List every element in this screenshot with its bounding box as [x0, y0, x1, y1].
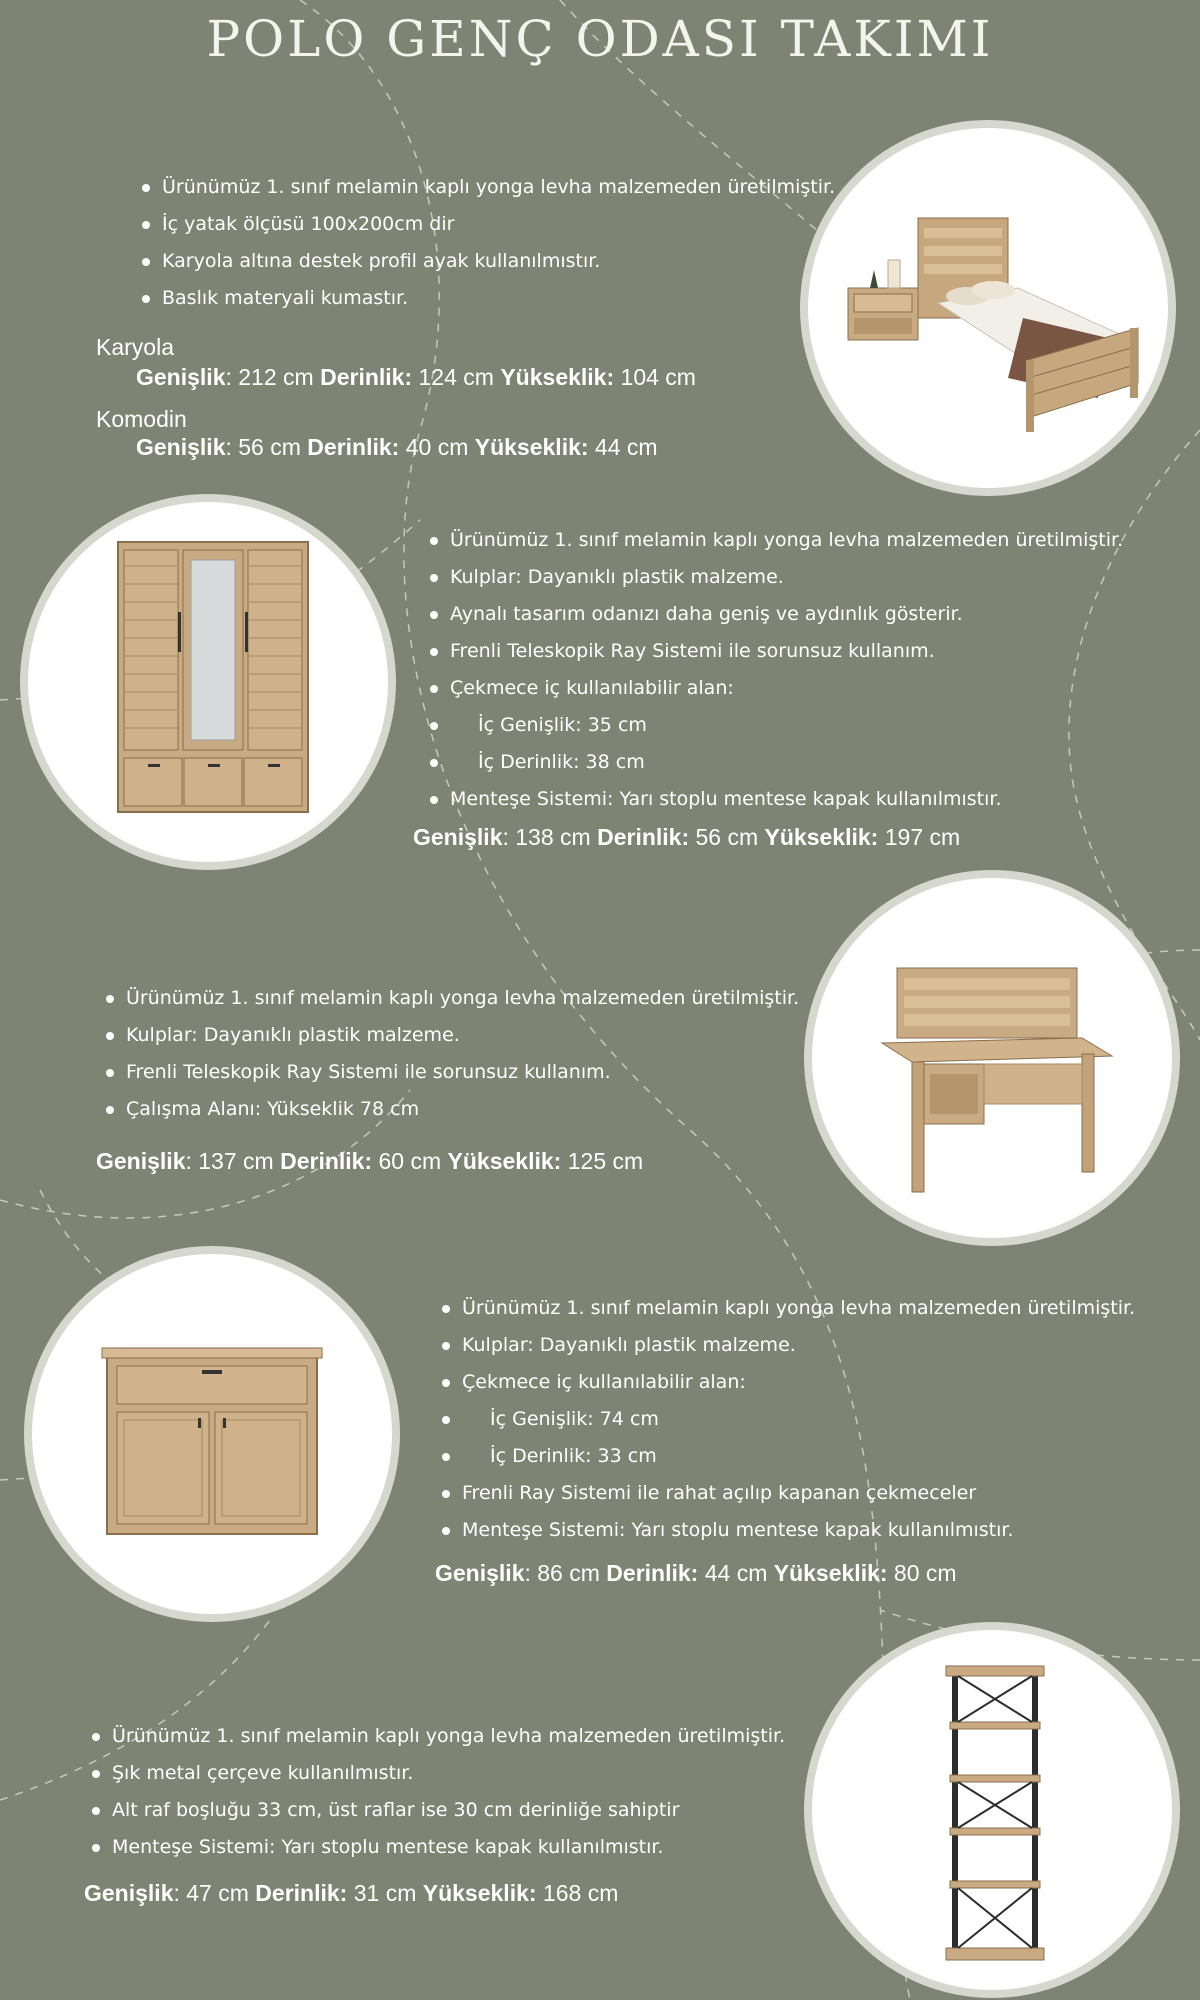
list-item: Frenli Teleskopik Ray Sistemi ile sorunsuz kullanım.: [104, 1054, 799, 1091]
wardrobe-dimensions: [413, 824, 960, 851]
width-label: Genişlik: [413, 824, 503, 850]
desk-dimensions: [96, 1148, 643, 1175]
komodin-label: Komodin: [96, 406, 187, 432]
depth-label: Derinlik:: [597, 824, 690, 850]
depth-value: 56 cm: [689, 824, 759, 850]
bed-illustration: [808, 128, 1168, 488]
width-value: : 47 cm: [173, 1880, 249, 1906]
list-item: Şık metal çerçeve kullanılmıstır.: [90, 1755, 785, 1792]
list-item: İç Derinlik: 38 cm: [428, 744, 1123, 781]
depth-value: 60 cm: [372, 1148, 442, 1174]
list-item: Çalışma Alanı: Yükseklik 78 cm: [104, 1091, 799, 1128]
depth-label: Derinlik:: [280, 1148, 373, 1174]
depth-label: Derinlik:: [307, 434, 400, 460]
list-item: Karyola altına destek profil ayak kullanılmıstır.: [140, 243, 835, 280]
cabinet-features-list: [440, 1290, 1135, 1549]
height-label: Yükseklik:: [764, 824, 879, 850]
list-item: İç Genişlik: 74 cm: [440, 1401, 1135, 1438]
list-item: Ürünümüz 1. sınıf melamin kaplı yonga levha malzemeden üretilmiştir.: [440, 1290, 1135, 1327]
depth-label: Derinlik:: [320, 364, 413, 390]
komodin-dimensions: [136, 434, 658, 461]
list-item: İç Derinlik: 33 cm: [440, 1438, 1135, 1475]
height-label: Yükseklik:: [422, 1880, 537, 1906]
cabinet-image-circle: [32, 1254, 392, 1614]
karyola-dimensions: [136, 364, 696, 391]
width-value: : 56 cm: [225, 434, 301, 460]
bookcase-features-list: [90, 1718, 785, 1866]
width-value: : 137 cm: [185, 1148, 274, 1174]
depth-label: Derinlik:: [606, 1560, 699, 1586]
height-label: Yükseklik:: [474, 434, 589, 460]
karyola-label: Karyola: [96, 334, 174, 360]
list-item: Baslık materyali kumastır.: [140, 280, 835, 317]
wardrobe-illustration: [28, 502, 388, 862]
depth-value: 40 cm: [399, 434, 469, 460]
list-item: Kulplar: Dayanıklı plastik malzeme.: [428, 559, 1123, 596]
width-label: Genişlik: [96, 1148, 186, 1174]
list-item: Menteşe Sistemi: Yarı stoplu mentese kapak kullanılmıstır.: [90, 1829, 785, 1866]
cabinet-dimensions: [435, 1560, 957, 1587]
list-item: Aynalı tasarım odanızı daha geniş ve aydınlık gösterir.: [428, 596, 1123, 633]
width-label: Genişlik: [435, 1560, 525, 1586]
width-value: : 138 cm: [502, 824, 591, 850]
width-value: : 212 cm: [225, 364, 314, 390]
bookcase-dimensions: [84, 1880, 618, 1907]
list-item: İç Genişlik: 35 cm: [428, 707, 1123, 744]
depth-value: 31 cm: [347, 1880, 417, 1906]
height-value: 44 cm: [588, 434, 658, 460]
width-label: Genişlik: [136, 364, 226, 390]
height-value: 168 cm: [536, 1880, 619, 1906]
desk-illustration: [812, 878, 1172, 1238]
bookcase-illustration: [812, 1630, 1172, 1990]
height-value: 80 cm: [887, 1560, 957, 1586]
desk-features-list: [104, 980, 799, 1128]
height-label: Yükseklik:: [773, 1560, 888, 1586]
bed-features-list: [140, 169, 835, 317]
height-value: 197 cm: [878, 824, 961, 850]
height-value: 104 cm: [614, 364, 696, 390]
list-item: Çekmece iç kullanılabilir alan:: [428, 670, 1123, 707]
list-item: Ürünümüz 1. sınıf melamin kaplı yonga levha malzemeden üretilmiştir.: [428, 522, 1123, 559]
cabinet-illustration: [32, 1254, 392, 1614]
list-item: Kulplar: Dayanıklı plastik malzeme.: [440, 1327, 1135, 1364]
list-item: Frenli Ray Sistemi ile rahat açılıp kapanan çekmeceler: [440, 1475, 1135, 1512]
depth-value: 44 cm: [698, 1560, 768, 1586]
height-label: Yükseklik:: [500, 364, 615, 390]
bookcase-image-circle: [812, 1630, 1172, 1990]
width-label: Genişlik: [136, 434, 226, 460]
list-item: Frenli Teleskopik Ray Sistemi ile sorunsuz kullanım.: [428, 633, 1123, 670]
list-item: Menteşe Sistemi: Yarı stoplu mentese kapak kullanılmıstır.: [428, 781, 1123, 818]
wardrobe-features-list: [428, 522, 1123, 818]
list-item: Çekmece iç kullanılabilir alan:: [440, 1364, 1135, 1401]
list-item: Menteşe Sistemi: Yarı stoplu mentese kapak kullanılmıstır.: [440, 1512, 1135, 1549]
width-label: Genişlik: [84, 1880, 174, 1906]
depth-value: 124 cm: [412, 364, 494, 390]
list-item: Ürünümüz 1. sınıf melamin kaplı yonga levha malzemeden üretilmiştir.: [104, 980, 799, 1017]
list-item: Kulplar: Dayanıklı plastik malzeme.: [104, 1017, 799, 1054]
width-value: : 86 cm: [524, 1560, 600, 1586]
list-item: Alt raf boşluğu 33 cm, üst raflar ise 30 cm derinliğe sahiptir: [90, 1792, 785, 1829]
page-title: POLO GENÇ ODASI TAKIMI: [206, 10, 994, 68]
height-value: 125 cm: [561, 1148, 644, 1174]
bed-image-circle: [808, 128, 1168, 488]
desk-image-circle: [812, 878, 1172, 1238]
list-item: Ürünümüz 1. sınıf melamin kaplı yonga levha malzemeden üretilmiştir.: [90, 1718, 785, 1755]
list-item: Ürünümüz 1. sınıf melamin kaplı yonga levha malzemeden üretilmiştir.: [140, 169, 835, 206]
list-item: İç yatak ölçüsü 100x200cm dir: [140, 206, 835, 243]
depth-label: Derinlik:: [255, 1880, 348, 1906]
wardrobe-image-circle: [28, 502, 388, 862]
height-label: Yükseklik:: [447, 1148, 562, 1174]
